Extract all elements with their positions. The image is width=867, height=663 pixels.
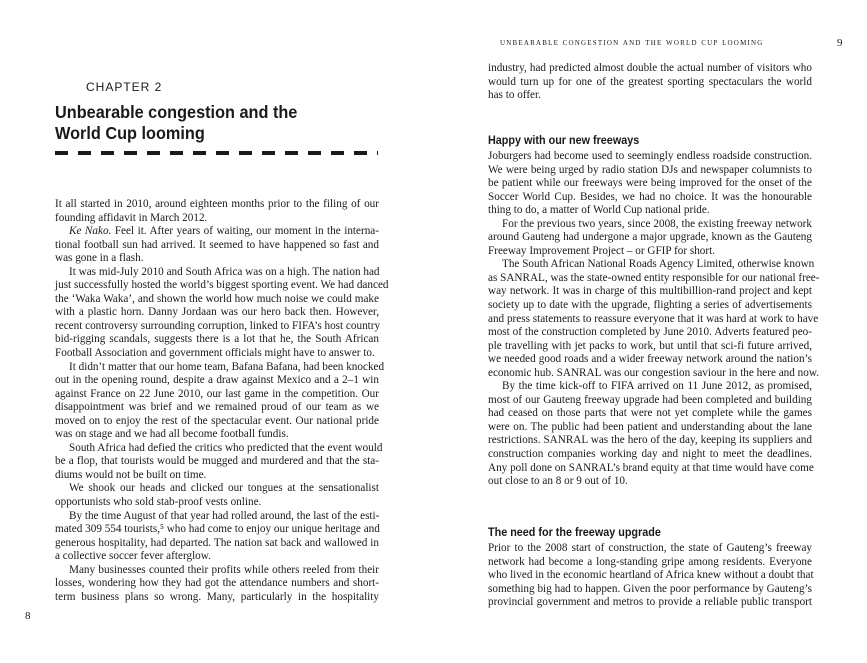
line-text: Prior to the 2008 start of construction, the state of Gauteng’s freeway	[488, 542, 812, 554]
line-text: was gone in a flash.	[55, 252, 144, 265]
line-text: ple travelling with jet packs to work, but until that sci-fi future arrived,	[488, 339, 812, 352]
line-text: provincial government and metros to provide a reliable public transport	[488, 596, 812, 609]
chapter-title-line: World Cup looming	[55, 123, 205, 143]
dashed-divider	[55, 151, 378, 155]
line-text: term business plans so wrong. Many, particularly in the hospitality	[55, 590, 379, 603]
line-text: We shook our heads and clicked our tongues at the sensationalist	[69, 482, 379, 495]
text-line	[488, 556, 812, 570]
line-text: losses, wondering how they had got the attendance numbers and short-	[55, 577, 379, 590]
line-text: moved on to enjoy the rest of the spectacular event. Our national pride	[55, 414, 379, 427]
text-line	[488, 596, 812, 610]
line-text: generous hospitality, had departed. The nation sat back and wallowed in	[55, 536, 379, 549]
text-line	[488, 394, 812, 408]
text-line	[488, 177, 812, 191]
line-text: Football Association and government officials might have to answer to.	[55, 347, 375, 360]
text-line	[488, 258, 815, 272]
line-text: It didn’t matter that our home team, Bafana Bafana, had been knocked	[69, 360, 385, 373]
text-line	[55, 482, 379, 496]
text-line	[488, 285, 812, 299]
line-text: as SANRAL, was the state-owned entity responsible for our national free-	[488, 271, 820, 284]
section-heading: Happy with our new freeways	[488, 133, 640, 147]
text-line	[55, 415, 379, 429]
text-line	[55, 401, 379, 415]
line-text: By the time August of that year had rolled around, the last of the esti-	[69, 509, 380, 522]
text-line	[488, 245, 812, 259]
line-text: the ‘Waka Waka’, and shown the world how much noise we could make	[55, 292, 379, 305]
text-line	[488, 312, 819, 327]
line-text: Many businesses counted their profits while others reeled from their	[69, 563, 379, 576]
line-text: most of our Gauteng freeway upgrade had been completed and building	[488, 393, 812, 406]
text-line	[488, 204, 812, 218]
running-head: unbearable congestion and the world cup looming	[500, 38, 764, 48]
left-page	[0, 0, 433, 663]
text-line	[488, 583, 812, 597]
line-text: has to offer.	[488, 89, 541, 102]
line-text: was on stage and we had all become football fundis.	[55, 428, 289, 441]
text-line	[55, 212, 379, 226]
text-line	[488, 326, 812, 340]
line-text: Freeway Improvement Project – or GFIP for short.	[488, 244, 716, 257]
line-text: economic hub. SANRAL was our congestion saviour in the here and now.	[488, 366, 819, 379]
text-line	[55, 469, 379, 483]
line-text: around Gauteng had undergone a major upgrade, known as the Gauteng	[488, 231, 812, 244]
text-line	[55, 441, 383, 456]
text-line	[55, 496, 379, 510]
line-text: founding affidavit in March 2012.	[55, 211, 208, 224]
line-text: Feel it. After years of waiting, our moment in the interna-	[111, 225, 380, 238]
line-text: a collective soccer fever afterglow.	[55, 550, 211, 563]
line-text: tional football sun had arrived. It seemed to have happened so fast and	[55, 238, 379, 251]
line-text: thing to do, a matter of World Cup national pride.	[488, 204, 710, 217]
line-text: mated 309 554 tourists,⁵ who had come to enjoy our unique heritage and	[55, 523, 380, 536]
text-line	[488, 462, 812, 476]
line-text: against France on 22 June 2010, our last game in the competition. Our	[55, 387, 379, 400]
line-text: The South African National Roads Agency Limited, otherwise known	[502, 258, 815, 271]
line-text: we needed good roads and a wider freeway network around the nation’s	[488, 353, 812, 366]
text-line	[488, 340, 812, 354]
line-text: with a plastic horn. Danny Jordaan was our hero back then. However,	[55, 306, 379, 319]
text-line	[55, 577, 379, 591]
line-text: way network. It was in charge of this multibillion-rand project and kept	[488, 285, 812, 298]
line-text: society up to date with the upgrade, flighting a series of advertisements	[488, 299, 812, 312]
line-text: Joburgers had become used to seemingly endless roadside construction.	[488, 150, 812, 162]
text-line	[55, 225, 379, 239]
line-text: who lived in the economic heartland of Africa knew without a doubt that	[488, 569, 814, 582]
line-text: out close to an 8 or 9 out of 10.	[488, 475, 628, 488]
section-body	[488, 542, 812, 610]
line-text: South Africa had defied the critics who predicted that the event would	[69, 441, 383, 454]
line-text: It all started in 2010, around eighteen months prior to the filing of our	[55, 198, 379, 210]
line-text: be patient while our freeways were being improved for the onset of the	[488, 177, 812, 190]
body-text	[55, 198, 389, 604]
text-line	[55, 591, 379, 605]
text-line	[488, 569, 812, 583]
line-text: construction companies working day and night to meet the deadlines.	[488, 448, 812, 461]
text-line	[488, 366, 819, 381]
text-line	[55, 347, 379, 361]
line-text: and press statements to reassure everyone that it was hard at work to have	[488, 312, 819, 325]
line-text: We were being urged by radio station DJs and newspaper columnists to	[488, 163, 812, 176]
line-text: diums would not be built on time.	[55, 468, 207, 481]
chapter-label: CHAPTER 2	[86, 80, 163, 94]
text-line	[55, 360, 385, 375]
text-line	[488, 150, 812, 164]
line-text: Any poll done on SANRAL’s brand equity at that time would have come	[488, 461, 814, 474]
text-line	[55, 523, 379, 537]
line-text: had ceased on those parts that were not yet complete while the games	[488, 407, 812, 420]
text-line	[55, 293, 379, 307]
text-line	[55, 252, 379, 266]
line-text: just successfully hosted the world’s biggest sporting event. We had danced	[55, 279, 389, 292]
chapter-title	[55, 102, 362, 144]
line-text: recent controversy surrounding corruption, linked to FIFA’s host country	[55, 319, 381, 332]
line-text: would turn up for one of the greatest sporting spectaculars the world	[488, 75, 812, 88]
chapter-title-line: Unbearable congestion and the	[55, 102, 298, 122]
text-line	[55, 266, 379, 280]
text-line	[488, 407, 812, 421]
page-number: 9	[837, 37, 843, 49]
line-text: out in the opening round, despite a draw against Mexico and a 2–1 win	[55, 374, 379, 387]
text-line	[55, 455, 379, 469]
text-line	[488, 421, 812, 435]
line-text: industry, had predicted almost double the actual number of visitors who	[488, 62, 812, 74]
text-line	[488, 76, 812, 90]
text-line	[488, 475, 812, 489]
text-line	[55, 198, 379, 212]
line-text: Soccer World Cup. Besides, we had no choice. It was the honourable	[488, 190, 812, 203]
text-line	[488, 448, 812, 462]
line-text: By the time kick-off to FIFA arrived on 11 June 2012, as promised,	[502, 380, 812, 393]
text-line	[488, 89, 812, 103]
text-line	[488, 218, 812, 232]
section-body	[488, 150, 820, 489]
text-line	[55, 537, 379, 551]
page-number: 8	[25, 610, 31, 622]
text-line	[488, 542, 812, 556]
body-text-intro	[488, 62, 812, 103]
section-heading: The need for the freeway upgrade	[488, 525, 661, 539]
text-line	[55, 428, 379, 442]
text-line	[55, 333, 379, 347]
line-text: were on. The public had been patient and understanding about the lane	[488, 420, 812, 433]
line-text: be a flop, that tourists would be mugged and murdered and that the sta-	[55, 455, 379, 468]
line-text: restrictions. SANRAL was the hero of the day, keeping its suppliers and	[488, 434, 812, 447]
text-line	[55, 279, 389, 293]
line-text: most of the construction completed by June 2010. Adverts featured peo-	[488, 326, 812, 339]
text-line	[55, 306, 379, 320]
text-line	[55, 550, 379, 564]
text-line	[488, 164, 812, 178]
text-line	[488, 299, 812, 313]
line-text: For the previous two years, since 2008, the existing freeway network	[502, 217, 812, 230]
line-text: opportunists who sold stab-proof vests online.	[55, 496, 262, 509]
line-text: network had become a long-standing gripe among residents. Everyone	[488, 555, 812, 568]
text-line	[488, 271, 820, 286]
text-line	[55, 320, 379, 334]
line-text: It was mid-July 2010 and South Africa was on a high. The nation had	[69, 265, 380, 278]
text-line	[488, 62, 812, 76]
text-line	[55, 374, 379, 388]
text-line	[488, 380, 812, 394]
text-line	[55, 239, 379, 253]
italic-text: Ke Nako.	[69, 225, 112, 238]
text-line	[488, 434, 812, 448]
text-line	[55, 388, 379, 402]
line-text: disappointment was brief and we remained proud of our team as we	[55, 401, 379, 414]
right-page	[433, 0, 867, 663]
line-text: something big had to happen. Given the poor performance by Gauteng’s	[488, 582, 812, 595]
text-line	[55, 564, 379, 578]
text-line	[488, 191, 812, 205]
text-line	[488, 231, 812, 245]
line-text: bid-rigging scandals, suggests there is a lot that he, the South African	[55, 333, 379, 346]
text-line	[488, 353, 812, 367]
text-line	[55, 510, 379, 524]
